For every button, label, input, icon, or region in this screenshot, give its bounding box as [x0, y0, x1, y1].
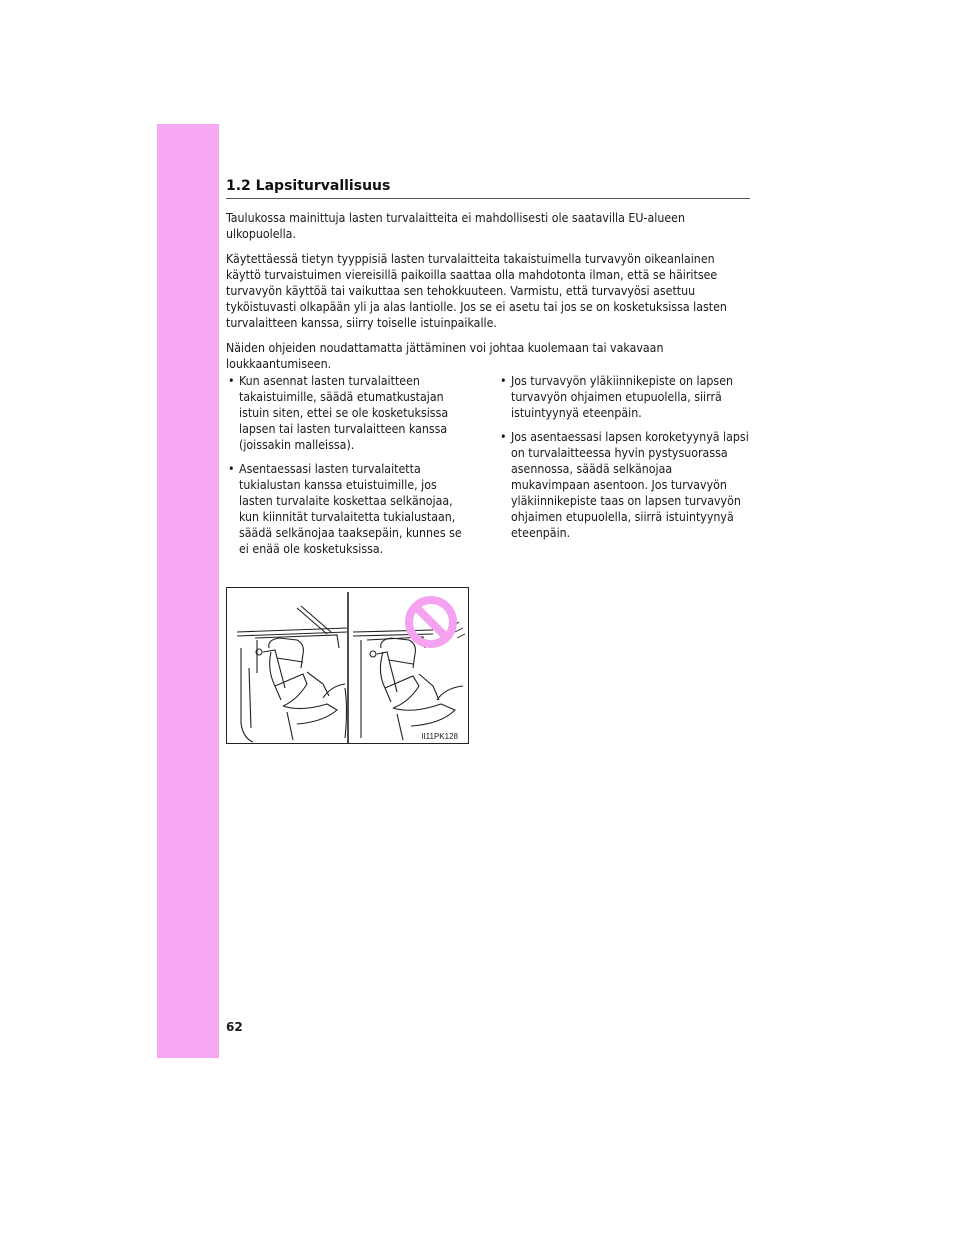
list-item: [226, 373, 466, 453]
list-item-text: Kun asennat lasten turvalaitteen takaistuimille, säädä etumatkustajan istuin siten, ettei se ole kosketuksissa lapsen tai lasten turvalaitteen kanssa (joissakin malleissa).: [239, 374, 449, 452]
section-heading: 1.2 Lapsiturvallisuus: [226, 178, 750, 199]
bullet-icon: •: [228, 462, 235, 476]
bullet-icon: •: [228, 374, 235, 388]
prohibition-icon: [409, 600, 453, 644]
left-bullet-list: [226, 373, 466, 557]
bullet-columns: [226, 373, 750, 565]
child-seat-illustration: [226, 587, 469, 744]
list-item: [226, 461, 466, 557]
list-item: [498, 429, 750, 541]
right-column: [478, 373, 750, 565]
figure-code: II11PK128: [421, 732, 458, 741]
right-bullet-list: [498, 373, 750, 541]
paragraph-warning: Näiden ohjeiden noudattamatta jättäminen voi johtaa kuolemaan tai vakavaan loukkaantumiseen.: [226, 341, 664, 371]
page-number: 62: [226, 1020, 243, 1034]
body-text: [226, 210, 750, 381]
left-column: [226, 373, 478, 565]
list-item: [498, 373, 750, 421]
correct-installation-panel: [237, 606, 347, 742]
child-seat-drawing: [227, 588, 468, 743]
list-item-text: Jos asentaessasi lapsen koroketyynyä lapsi on turvalaitteessa hyvin pystysuorassa asennossa, säädä selkänojaa mukavimpaan asentoon. Jos turvavyön yläkiinnikepiste taas on lapsen turvavyön ohjaimen etupuolella, siirrä istuintyynyä eteenpäin.: [511, 430, 749, 540]
list-item-text: Asentaessasi lasten turvalaitetta tukialustan kanssa etuistuimille, jos lasten turvalaite koskettaa selkänojaa, kun kiinnität turvalaitetta tukialustaan, säädä selkänojaa taaksepäin, kunnes se ei enää ole kosketuksissa.: [239, 462, 462, 556]
list-item-text: Jos turvavyön yläkiinnikepiste on lapsen turvavyön ohjaimen etupuolella, siirrä istuintyynyä eteenpäin.: [511, 374, 734, 420]
bullet-icon: •: [500, 430, 507, 444]
paragraph-seatbelt-fit: Käytettäessä tietyn tyyppisiä lasten turvalaitteita takaistuimella turvavyön oikeanlainen käyttö turvaistuimen viereisillä paikoilla saattaa olla mahdotonta ilman, että se häiritsee turvavyön käyttöä tai vaikuttaa sen tehokkuuteen. Varmistu, että turvavyösi asettuu tyköistuvasti olkapään yli ja alas lantiolle. Jos se ei asetu tai jos se on kosketuksissa lasten turvalaitteen kanssa, siirry toiselle istuinpaikalle.: [226, 252, 727, 330]
bullet-icon: •: [500, 374, 507, 388]
paragraph-availability: Taulukossa mainittuja lasten turvalaitteita ei mahdollisesti ole saatavilla EU-alueen ulkopuolella.: [226, 211, 686, 241]
side-tab: [157, 124, 219, 1058]
